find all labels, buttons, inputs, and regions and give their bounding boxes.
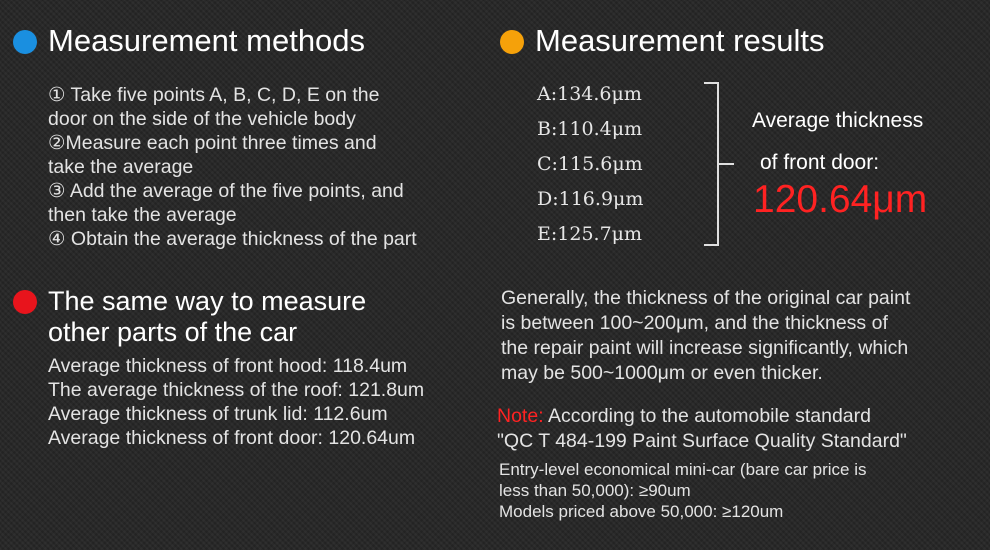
general-line: the repair paint will increase significantly, which (501, 337, 909, 359)
result-point-e: E:125.7μm (537, 223, 643, 245)
methods-step-line: door on the side of the vehicle body (48, 108, 356, 130)
result-point-a: A:134.6μm (537, 83, 642, 105)
general-line: Generally, the thickness of the original car paint (501, 287, 911, 309)
average-label-line1: Average thickness (752, 109, 924, 132)
average-value: 120.64μm (753, 178, 928, 221)
same-way-title-line2: other parts of the car (48, 317, 298, 347)
general-paragraph (501, 286, 910, 386)
general-line: may be 500~1000μm or even thicker. (501, 362, 823, 384)
note-block (497, 404, 907, 454)
average-label-line2: of front door: (760, 151, 880, 174)
note-text: According to the automobile standard (543, 405, 871, 427)
result-point-d: D:116.9μm (537, 188, 644, 210)
note-details (499, 459, 867, 522)
result-point-b: B:110.4μm (537, 118, 643, 140)
general-line: is between 100~200μm, and the thickness of (501, 312, 888, 334)
note-detail-line: Models priced above 50,000: ≥120um (499, 502, 784, 521)
results-bullet-dot (500, 30, 524, 54)
note-detail-line: Entry-level economical mini-car (bare car price is (499, 460, 867, 479)
same-way-title-line1: The same way to measure (48, 286, 367, 316)
methods-steps (48, 83, 417, 251)
results-title: Measurement results (535, 23, 825, 58)
methods-step-line: then take the average (48, 204, 237, 226)
methods-step-line: ④ Obtain the average thickness of the part (48, 228, 417, 250)
methods-step-line: take the average (48, 156, 194, 178)
same-way-title (48, 286, 366, 348)
result-point-c: C:115.6μm (537, 153, 643, 175)
note-label: Note: (497, 405, 544, 427)
list-item: The average thickness of the roof: 121.8um (48, 379, 425, 401)
same-way-bullet-dot (13, 290, 37, 314)
results-bracket (698, 80, 748, 250)
note-line1 (497, 404, 907, 429)
methods-step-line: ③ Add the average of the five points, and (48, 180, 404, 202)
note-line2: "QC T 484-199 Paint Surface Quality Standard" (497, 430, 907, 452)
methods-title: Measurement methods (48, 23, 366, 58)
list-item: Average thickness of front door: 120.64um (48, 427, 416, 449)
same-way-list (48, 354, 424, 450)
methods-bullet-dot (13, 30, 37, 54)
list-item: Average thickness of trunk lid: 112.6um (48, 403, 388, 425)
methods-step-line: ① Take five points A, B, C, D, E on the (48, 84, 380, 106)
note-detail-line: less than 50,000): ≥90um (499, 481, 691, 500)
list-item: Average thickness of front hood: 118.4um (48, 355, 408, 377)
methods-step-line: ②Measure each point three times and (48, 132, 377, 154)
